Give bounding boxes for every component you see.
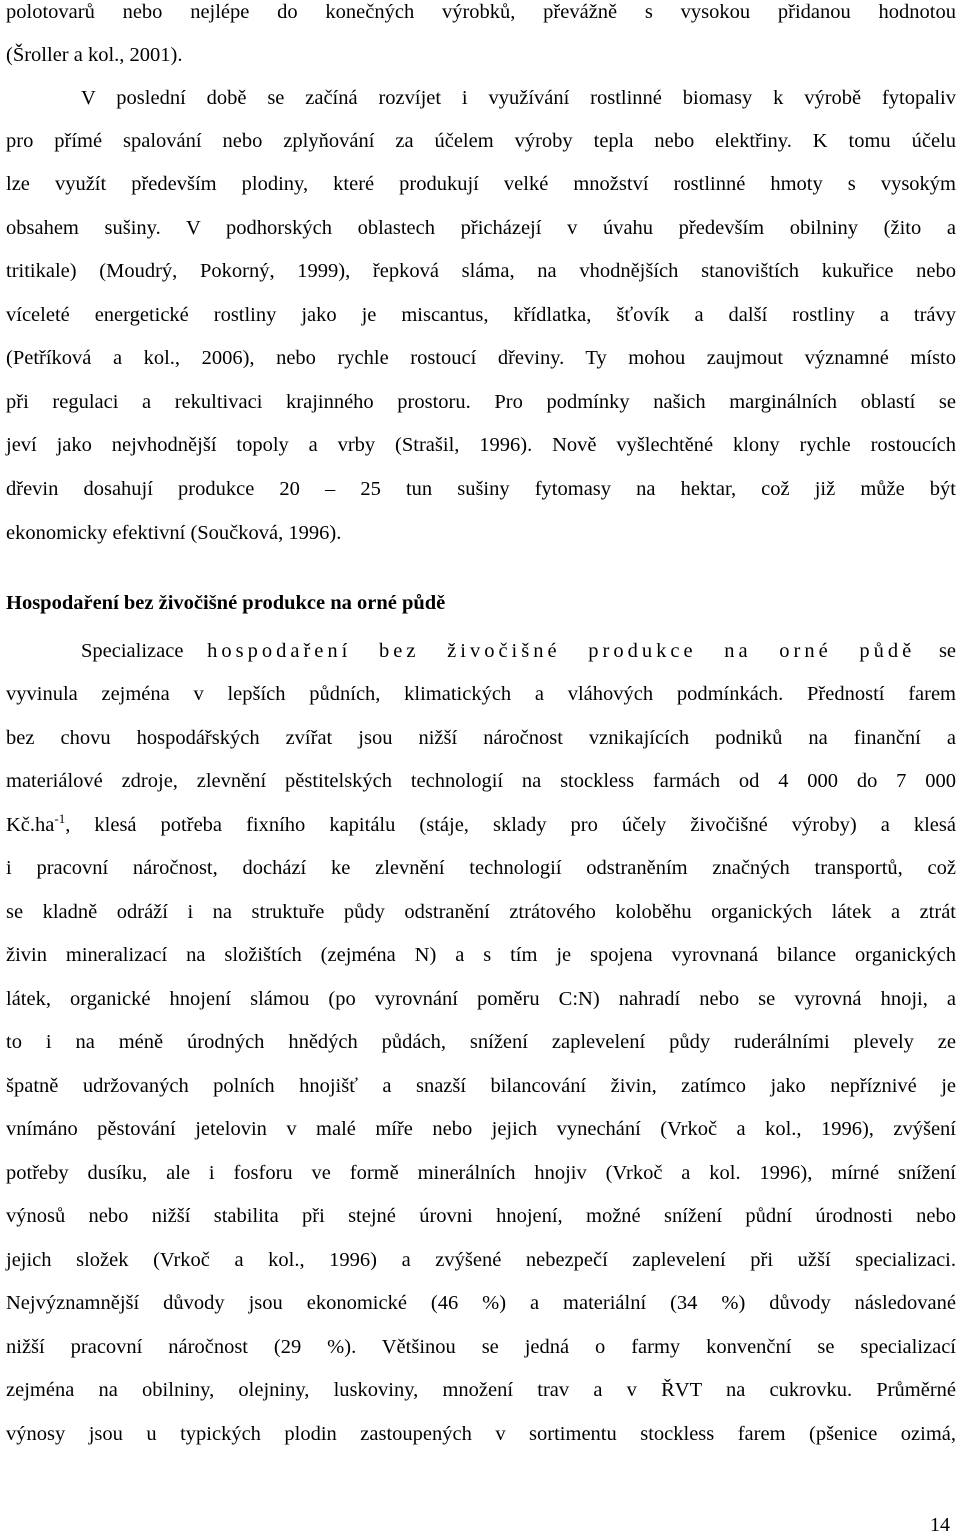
text-line: bez chovu hospodářských zvířat jsou nižší náročnost vznikajících podniků na finanční a [6, 727, 956, 749]
text-line: vnímáno pěstování jetelovin v malé míře nebo jejich vynechání (Vrkoč a kol., 1996), zvýšení [6, 1118, 956, 1140]
text-line: výnosy jsou u typických plodin zastoupených v sortimentu stockless farem (pšenice ozimá, [6, 1423, 956, 1445]
section-heading: Hospodaření bez živočišné produkce na orné půdě [6, 592, 446, 614]
text-line: živin mineralizací na složištích (zejména N) a s tím je spojena vyrovnaná bilance organických [6, 944, 956, 966]
text-line: i pracovní náročnost, dochází ke zlevnění technologií odstraněním značných transportů, což [6, 857, 956, 879]
text-line: (Šroller a kol., 2001). [6, 44, 183, 66]
superscript: -1 [54, 811, 66, 826]
text-span: , klesá potřeba fixního kapitálu (stáje, sklady pro účely živočišné výroby) a klesá [65, 814, 956, 836]
text-line: (Petříková a kol., 2006), nebo rychle rostoucí dřeviny. Ty mohou zaujmout významné místo [6, 347, 956, 369]
text-line: dřevin dosahují produkce 20 – 25 tun sušiny fytomasy na hektar, což již může být [6, 478, 956, 500]
emphasized-term: hospodaření bez živočišné produkce na orné půdě [207, 640, 916, 662]
text-line: ekonomicky efektivní (Součková, 1996). [6, 522, 342, 544]
text-line: jeví jako nejvhodnější topoly a vrby (Strašil, 1996). Nově vyšlechtěné klony rychle rostoucích [6, 434, 956, 456]
text-line: nižší pracovní náročnost (29 %). Většinou se jedná o farmy konvenční se specializací [6, 1336, 956, 1358]
text-line [6, 810, 956, 840]
text-line: látek, organické hnojení slámou (po vyrovnání poměru C:N) nahradí nebo se vyrovná hnoji, a [6, 988, 956, 1010]
text-line: lze využít především plodiny, které produkují velké množství rostlinné hmoty s vysokým [6, 173, 956, 195]
text-line: špatně udržovaných polních hnojišť a snazší bilancování živin, zatímco jako nepříznivé je [6, 1075, 956, 1097]
text-line: pro přímé spalování nebo zplyňování za účelem výroby tepla nebo elektřiny. K tomu účelu [6, 130, 956, 152]
text-line: víceleté energetické rostliny jako je miscantus, křídlatka, šťovík a další rostliny a trávy [6, 304, 956, 326]
text-line: vyvinula zejména v lepších půdních, klimatických a vláhových podmínkách. Předností farem [6, 683, 956, 705]
text-line: při regulaci a rekultivaci krajinného prostoru. Pro podmínky našich marginálních oblastí se [6, 391, 956, 413]
text-span [6, 811, 956, 836]
text-line: materiálové zdroje, zlevnění pěstitelských technologií na stockless farmách od 4 000 do 7 000 [6, 770, 956, 792]
text-span: se [938, 640, 957, 662]
text-span: Specializace [81, 640, 184, 662]
text-line: tritikale) (Moudrý, Pokorný, 1999), řepková sláma, na vhodnějších stanovištích kukuřice nebo [6, 260, 956, 282]
text-line: Nejvýznamnější důvody jsou ekonomické (46 %) a materiální (34 %) důvody následované [6, 1292, 956, 1314]
text-line: se kladně odráží i na struktuře půdy odstranění ztrátového koloběhu organických látek a ztrát [6, 901, 956, 923]
text-line: V poslední době se začíná rozvíjet i využívání rostlinné biomasy k výrobě fytopaliv [81, 87, 956, 109]
text-line: zejména na obilniny, olejniny, luskoviny, množení trav a v ŘVT na cukrovku. Průměrné [6, 1379, 956, 1401]
text-line: jejich složek (Vrkoč a kol., 1996) a zvýšené nebezpečí zaplevelení při užší specializaci. [6, 1249, 956, 1271]
text-line: obsahem sušiny. V podhorských oblastech přicházejí v úvahu především obilniny (žito a [6, 217, 956, 239]
text-line: to i na méně úrodných hnědých půdách, snížení zaplevelení půdy ruderálními plevely ze [6, 1031, 956, 1053]
text-line: potřeby dusíku, ale i fosforu ve formě minerálních hnojiv (Vrkoč a kol. 1996), mírné snížení [6, 1162, 956, 1184]
text-line: polotovarů nebo nejlépe do konečných výrobků, převážně s vysokou přidanou hodnotou [6, 1, 956, 23]
text-line: výnosů nebo nižší stabilita při stejné úrovni hnojení, možné snížení půdní úrodnosti nebo [6, 1205, 956, 1227]
text-line [81, 636, 956, 666]
unit-text: Kč.ha [6, 814, 55, 836]
page-number: 14 [930, 1514, 950, 1536]
